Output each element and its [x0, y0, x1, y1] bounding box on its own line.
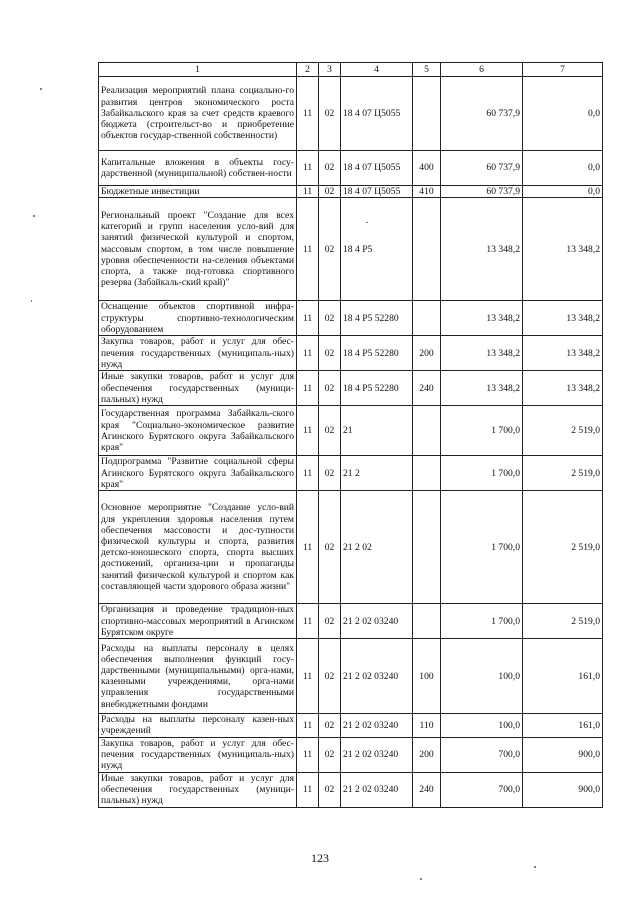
target-article-cell: 21 — [341, 406, 413, 456]
amount-year2-cell: 2 519,0 — [523, 491, 603, 604]
section-cell: 11 — [297, 714, 319, 737]
amount-year2-cell: 13 348,2 — [523, 371, 603, 406]
amount-year1-cell: 60 737,9 — [441, 186, 523, 198]
expense-type-cell — [413, 77, 441, 151]
amount-year2-cell: 161,0 — [523, 639, 603, 714]
row-name-cell: Реализация мероприятий плана социально-го развития центров экономического роста Забайкальского края за счет средств краевого бюджета (строительст-во и приобретение объектов государ-ственной собственности) — [99, 77, 297, 151]
table-row — [99, 456, 603, 491]
section-cell: 11 — [297, 639, 319, 714]
table-row — [99, 491, 603, 604]
amount-year1-cell: 13 348,2 — [441, 371, 523, 406]
target-article-cell: 18 4 07 Ц5055 — [341, 151, 413, 186]
table-row — [99, 198, 603, 301]
subsection-cell: 02 — [319, 456, 341, 491]
row-name-cell: Организация и проведение традицион-ных спортивно-массовых мероприятий в Агинском Бурятском округе — [99, 604, 297, 639]
amount-year1-cell: 13 348,2 — [441, 301, 523, 336]
column-header: 1 — [99, 63, 297, 77]
scan-speck — [40, 88, 42, 90]
target-article-cell: 18 4 Р5 52280 — [341, 371, 413, 406]
section-cell: 11 — [297, 301, 319, 336]
amount-year2-cell: 161,0 — [523, 714, 603, 737]
column-header: 6 — [441, 63, 523, 77]
row-name-cell: Оснащение объектов спортивной инфра-структуры спортивно-технологическим оборудованием — [99, 301, 297, 336]
target-article-cell: 18 4 Р5 — [341, 198, 413, 301]
column-number-row — [99, 63, 603, 77]
amount-year1-cell: 1 700,0 — [441, 406, 523, 456]
subsection-cell: 02 — [319, 604, 341, 639]
expense-type-cell: 400 — [413, 151, 441, 186]
target-article-cell: 18 4 07 Ц5055 — [341, 77, 413, 151]
expense-type-cell — [413, 491, 441, 604]
row-name-cell: Капитальные вложения в объекты госу-дарственной (муниципальной) собствен-ности — [99, 151, 297, 186]
section-cell: 11 — [297, 456, 319, 491]
section-cell: 11 — [297, 406, 319, 456]
table-row — [99, 371, 603, 406]
amount-year2-cell: 13 348,2 — [523, 336, 603, 371]
page-number: 123 — [311, 851, 329, 865]
amount-year2-cell: 2 519,0 — [523, 406, 603, 456]
target-article-cell: 21 2 02 03240 — [341, 604, 413, 639]
expense-type-cell: 200 — [413, 737, 441, 772]
subsection-cell: 02 — [319, 737, 341, 772]
subsection-cell: 02 — [319, 186, 341, 198]
expense-type-cell — [413, 198, 441, 301]
section-cell: 11 — [297, 336, 319, 371]
expense-type-cell: 240 — [413, 772, 441, 807]
amount-year2-cell: 0,0 — [523, 77, 603, 151]
amount-year2-cell: 0,0 — [523, 186, 603, 198]
budget-table — [98, 62, 603, 808]
scan-speck — [33, 215, 35, 217]
expense-type-cell: 240 — [413, 371, 441, 406]
target-article-cell: 21 2 — [341, 456, 413, 491]
row-name-cell: Расходы на выплаты персоналу казен-ных учреждений — [99, 714, 297, 737]
section-cell: 11 — [297, 371, 319, 406]
row-name-cell: Государственная программа Забайкаль-ского края "Социально-экономическое развитие Агинского Бурятского округа Забайкальского края" — [99, 406, 297, 456]
section-cell: 11 — [297, 772, 319, 807]
subsection-cell: 02 — [319, 371, 341, 406]
table-row — [99, 301, 603, 336]
row-name-cell: Закупка товаров, работ и услуг для обес-печения государственных (муниципаль-ных) нужд — [99, 336, 297, 371]
column-header: 7 — [523, 63, 603, 77]
section-cell: 11 — [297, 737, 319, 772]
amount-year1-cell: 100,0 — [441, 714, 523, 737]
amount-year2-cell: 13 348,2 — [523, 198, 603, 301]
target-article-cell: 18 4 Р5 52280 — [341, 336, 413, 371]
row-name-cell: Расходы на выплаты персоналу в целях обеспечения выполнения функций госу-дарственными (муниципальными) орга-нами, казенными учреждениями, орга-нами управления государственными внебюджетными фондами — [99, 639, 297, 714]
amount-year1-cell: 700,0 — [441, 772, 523, 807]
table-row — [99, 336, 603, 371]
row-name-cell: Региональный проект "Создание для всех категорий и групп населения усло-вий для занятий физической культурой и спортом, массовым спортом, в том числе повышение уровня обеспеченности на-селения объектами спорта, а также под-готовка спортивного резерва (Забайкаль-ский край)" — [99, 198, 297, 301]
column-header: 3 — [319, 63, 341, 77]
amount-year1-cell: 13 348,2 — [441, 336, 523, 371]
section-cell: 11 — [297, 186, 319, 198]
table-row — [99, 406, 603, 456]
table-row — [99, 714, 603, 737]
amount-year2-cell: 13 348,2 — [523, 301, 603, 336]
section-cell: 11 — [297, 77, 319, 151]
table-row — [99, 639, 603, 714]
subsection-cell: 02 — [319, 77, 341, 151]
amount-year2-cell: 2 519,0 — [523, 604, 603, 639]
section-cell: 11 — [297, 491, 319, 604]
subsection-cell: 02 — [319, 639, 341, 714]
table-row — [99, 737, 603, 772]
table-row — [99, 77, 603, 151]
amount-year1-cell: 13 348,2 — [441, 198, 523, 301]
scan-speck — [366, 222, 368, 223]
table-row — [99, 604, 603, 639]
amount-year2-cell: 900,0 — [523, 772, 603, 807]
row-name-cell: Закупка товаров, работ и услуг для обес-печения государственных (муниципаль-ных) нужд — [99, 737, 297, 772]
target-article-cell: 21 2 02 03240 — [341, 772, 413, 807]
subsection-cell: 02 — [319, 198, 341, 301]
target-article-cell: 18 4 07 Ц5055 — [341, 186, 413, 198]
expense-type-cell: 200 — [413, 336, 441, 371]
amount-year1-cell: 1 700,0 — [441, 456, 523, 491]
amount-year1-cell: 1 700,0 — [441, 604, 523, 639]
amount-year2-cell: 0,0 — [523, 151, 603, 186]
target-article-cell: 21 2 02 03240 — [341, 714, 413, 737]
section-cell: 11 — [297, 198, 319, 301]
column-header: 2 — [297, 63, 319, 77]
amount-year1-cell: 60 737,9 — [441, 77, 523, 151]
subsection-cell: 02 — [319, 151, 341, 186]
section-cell: 11 — [297, 604, 319, 639]
row-name-cell: Подпрограмма "Развитие социальной сферы Агинского Бурятского округа Забайкальского края" — [99, 456, 297, 491]
table-row — [99, 772, 603, 807]
table-row — [99, 151, 603, 186]
amount-year1-cell: 1 700,0 — [441, 491, 523, 604]
scan-speck — [31, 300, 32, 302]
section-cell: 11 — [297, 151, 319, 186]
row-name-cell: Основное мероприятие "Создание усло-вий для укрепления здоровья населения путем обеспечения массовости и дос-тупности физической культуры и спорта, развития детско-юношеского спорта, спорта высших достижений, организа-ции и пропаганды занятий физической культурой и спортом как составляющей части здорового образа жизни" — [99, 491, 297, 604]
expense-type-cell — [413, 456, 441, 491]
target-article-cell: 18 4 Р5 52280 — [341, 301, 413, 336]
target-article-cell: 21 2 02 — [341, 491, 413, 604]
subsection-cell: 02 — [319, 772, 341, 807]
row-name-cell: Иные закупки товаров, работ и услуг для обеспечения государственных (муници-пальных) нужд — [99, 772, 297, 807]
subsection-cell: 02 — [319, 336, 341, 371]
column-header: 5 — [413, 63, 441, 77]
row-name-cell: Бюджетные инвестиции — [99, 186, 297, 198]
scan-speck — [420, 878, 422, 880]
subsection-cell: 02 — [319, 714, 341, 737]
scan-speck — [534, 866, 536, 868]
target-article-cell: 21 2 02 03240 — [341, 737, 413, 772]
expense-type-cell — [413, 301, 441, 336]
subsection-cell: 02 — [319, 491, 341, 604]
expense-type-cell: 410 — [413, 186, 441, 198]
expense-type-cell: 100 — [413, 639, 441, 714]
amount-year1-cell: 100,0 — [441, 639, 523, 714]
column-header: 4 — [341, 63, 413, 77]
amount-year2-cell: 900,0 — [523, 737, 603, 772]
table-row — [99, 186, 603, 198]
amount-year1-cell: 700,0 — [441, 737, 523, 772]
expense-type-cell — [413, 604, 441, 639]
subsection-cell: 02 — [319, 406, 341, 456]
row-name-cell: Иные закупки товаров, работ и услуг для обеспечения государственных (муници-пальных) нужд — [99, 371, 297, 406]
expense-type-cell: 110 — [413, 714, 441, 737]
amount-year2-cell: 2 519,0 — [523, 456, 603, 491]
expense-type-cell — [413, 406, 441, 456]
target-article-cell: 21 2 02 03240 — [341, 639, 413, 714]
subsection-cell: 02 — [319, 301, 341, 336]
amount-year1-cell: 60 737,9 — [441, 151, 523, 186]
